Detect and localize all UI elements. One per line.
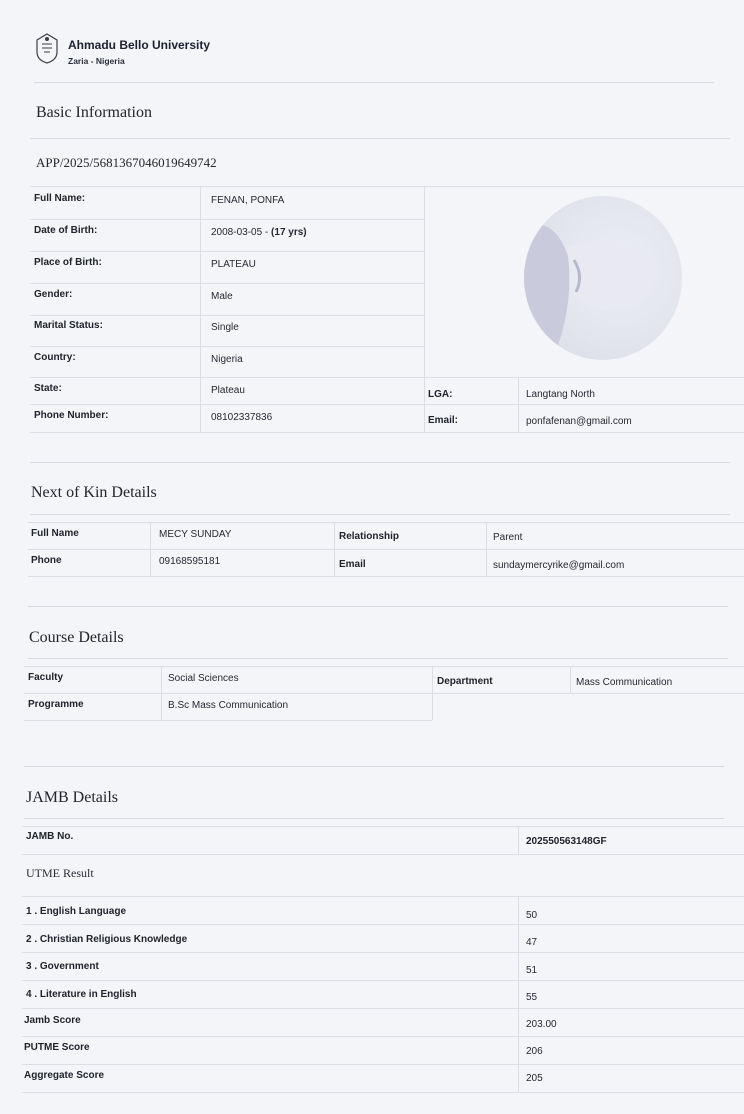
jamb-no-label: JAMB No. (26, 831, 74, 842)
header-divider (34, 82, 714, 83)
divider (30, 251, 424, 252)
divider (30, 432, 744, 433)
phone-value: 08102337836 (211, 412, 273, 423)
jamb-score-label: Jamb Score (24, 1015, 81, 1026)
divider (161, 666, 162, 720)
divider (24, 720, 432, 721)
kin-phone-value: 09168595181 (159, 556, 221, 567)
aggregate-score-value: 205 (526, 1073, 543, 1084)
dob-age: (17 yrs) (271, 227, 307, 238)
university-location: Zaria - Nigeria (68, 56, 125, 66)
divider (22, 896, 744, 897)
dob-date: 2008-03-05 - (211, 227, 272, 238)
subject-3-score: 51 (526, 965, 538, 976)
gender-value: Male (211, 291, 233, 302)
kin-relationship-label: Relationship (339, 531, 400, 542)
divider (28, 576, 744, 577)
marital-status-value: Single (211, 322, 239, 333)
divider (334, 522, 335, 576)
kin-relationship-value: Parent (493, 532, 523, 543)
phone-label: Phone Number: (34, 410, 109, 421)
subject-3-label: 3 . Government (26, 961, 99, 972)
subject-4-label: 4 . Literature in English (26, 989, 137, 1000)
kin-name-label: Full Name (31, 528, 79, 539)
divider (24, 693, 744, 694)
kin-title: Next of Kin Details (31, 484, 157, 501)
divider (30, 283, 424, 284)
divider (30, 315, 424, 316)
country-label: Country: (34, 352, 76, 363)
kin-name-value: MECY SUNDAY (159, 529, 232, 540)
putme-score-label: PUTME Score (24, 1042, 90, 1053)
lga-label: LGA: (428, 389, 453, 400)
university-name: Ahmadu Bello University (68, 38, 211, 52)
dob-label: Date of Birth: (34, 225, 98, 236)
divider (22, 980, 744, 981)
subject-1-score: 50 (526, 910, 538, 921)
state-label: State: (34, 383, 62, 394)
divider (28, 606, 728, 607)
divider (28, 522, 744, 523)
divider (30, 377, 744, 378)
divider (518, 826, 519, 854)
divider (22, 1008, 744, 1009)
kin-email-value: sundaymercyrike@gmail.com (493, 560, 625, 571)
kin-phone-label: Phone (31, 555, 62, 566)
divider (518, 896, 519, 1092)
divider (24, 666, 744, 667)
pob-value: PLATEAU (211, 259, 256, 270)
lga-value: Langtang North (526, 389, 595, 400)
divider (30, 219, 424, 220)
divider (424, 186, 425, 432)
divider (22, 952, 744, 953)
divider (22, 1036, 744, 1037)
applicant-photo (524, 196, 682, 360)
utme-result-title: UTME Result (26, 866, 94, 880)
dob-value (211, 227, 307, 238)
divider (24, 766, 724, 767)
jamb-score-value: 203.00 (526, 1019, 557, 1030)
divider (200, 186, 201, 432)
gender-label: Gender: (34, 289, 73, 300)
divider (30, 346, 424, 347)
programme-label: Programme (28, 699, 84, 710)
state-value: Plateau (211, 385, 245, 396)
aggregate-score-label: Aggregate Score (24, 1070, 105, 1081)
subject-1-label: 1 . English Language (26, 906, 127, 917)
pob-label: Place of Birth: (34, 257, 102, 268)
divider (432, 666, 433, 720)
subject-2-score: 47 (526, 937, 538, 948)
divider (30, 514, 730, 515)
divider (150, 522, 151, 576)
divider (22, 924, 744, 925)
kin-email-label: Email (339, 559, 366, 570)
faculty-label: Faculty (28, 672, 64, 683)
divider (22, 1092, 744, 1093)
divider (28, 658, 728, 659)
divider (22, 826, 744, 827)
basic-info-title: Basic Information (36, 104, 152, 121)
full-name-label: Full Name: (34, 193, 86, 204)
divider (22, 1064, 744, 1065)
marital-status-label: Marital Status: (34, 320, 103, 331)
divider (22, 854, 744, 855)
subject-4-score: 55 (526, 992, 538, 1003)
divider (30, 186, 744, 187)
department-label: Department (437, 676, 493, 687)
divider (24, 818, 724, 819)
putme-score-value: 206 (526, 1046, 543, 1057)
divider (518, 378, 519, 432)
divider (570, 666, 571, 693)
divider (30, 404, 744, 405)
email-label: Email: (428, 415, 459, 426)
divider (30, 138, 730, 139)
jamb-no-value: 202550563148GF (526, 836, 607, 847)
programme-value: B.Sc Mass Communication (168, 700, 289, 711)
full-name-value: FENAN, PONFA (211, 195, 285, 206)
divider (486, 522, 487, 576)
faculty-value: Social Sciences (168, 673, 239, 684)
application-number: APP/2025/5681367046019649742 (36, 155, 217, 170)
subject-2-label: 2 . Christian Religious Knowledge (26, 934, 188, 945)
university-crest-icon (34, 32, 60, 64)
divider (28, 549, 744, 550)
jamb-title: JAMB Details (26, 789, 118, 806)
country-value: Nigeria (211, 354, 243, 365)
course-title: Course Details (29, 629, 124, 646)
department-value: Mass Communication (576, 677, 673, 688)
email-value: ponfafenan@gmail.com (526, 416, 632, 427)
divider (30, 462, 730, 463)
